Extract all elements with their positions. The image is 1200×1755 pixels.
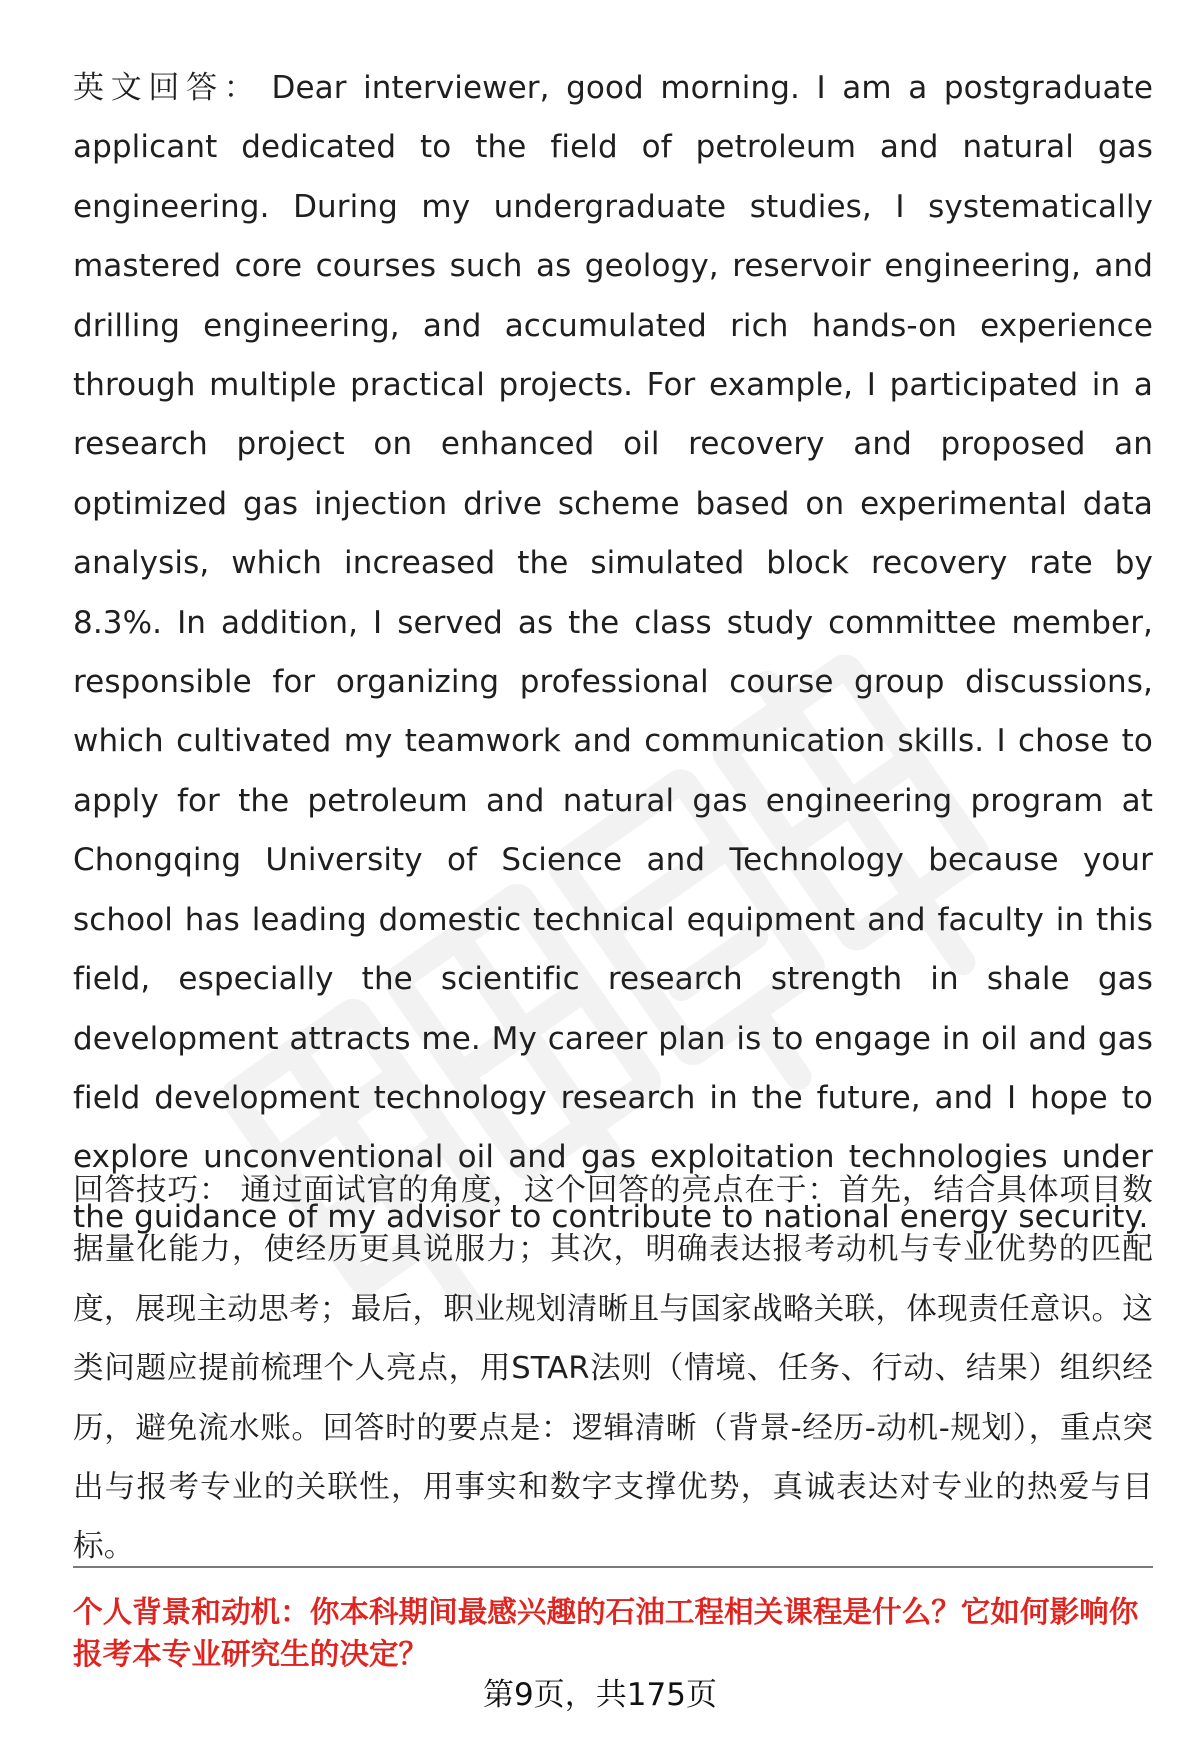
answer-tips-paragraph bbox=[73, 1161, 1153, 1577]
page-number-footer: 第9页，共175页 bbox=[483, 1677, 717, 1713]
answer-tips-label: 回答技巧： bbox=[73, 1173, 231, 1208]
english-answer-text: Dear interviewer, good morning. I am a postgraduate applicant dedicated to the field of petroleum and natural gas engineering. During my undergraduate studies, I systematically mastered core courses such as geology, reservoir engineering, and drilling engineering, and accumulated rich hands-on experience through multiple practical projects. For example, I participated in a research project on enhanced oil recovery and proposed an optimized gas injection drive scheme based on experimental data analysis, which increased the simulated block recovery rate by 8.3%. In addition, I served as the class study committee member, responsible for organizing professional course group discussions, which cultivated my teamwork and communication skills. I chose to apply for the petroleum and natural gas engineering program at Chongqing University of Science and Technology because your school has leading domestic technical equipment and faculty in this field, especially the scientific research strength in shale gas development attracts me. My career plan is to engage in oil and gas field development technology research in the future, and I hope to explore unconventional oil and gas exploitation technologies under the guidance of my advisor to contribute to national energy security. bbox=[73, 70, 1154, 1235]
english-answer-paragraph bbox=[73, 59, 1153, 1247]
answer-tips-text: 通过面试官的角度，这个回答的亮点在于：首先，结合具体项目数据量化能力，使经历更具说服力；其次，明确表达报考动机与专业优势的匹配度，展现主动思考；最后，职业规划清晰且与国家战略关联，体现责任意识。这类问题应提前梳理个人亮点，用STAR法则（情境、任务、行动、结果）组织经历，避免流水账。回答时的要点是：逻辑清晰（背景-经历-动机-规划），重点突出与报考专业的关联性，用事实和数字支撑优势，真诚表达对专业的热爱与目标。 bbox=[73, 1173, 1154, 1565]
next-question-heading: 个人背景和动机：你本科期间最感兴趣的石油工程相关课程是什么？它如何影响你报考本专业研究生的决定？ bbox=[73, 1595, 1139, 1671]
english-answer-label: 英文回答： bbox=[73, 70, 262, 106]
section-divider bbox=[73, 1566, 1153, 1568]
